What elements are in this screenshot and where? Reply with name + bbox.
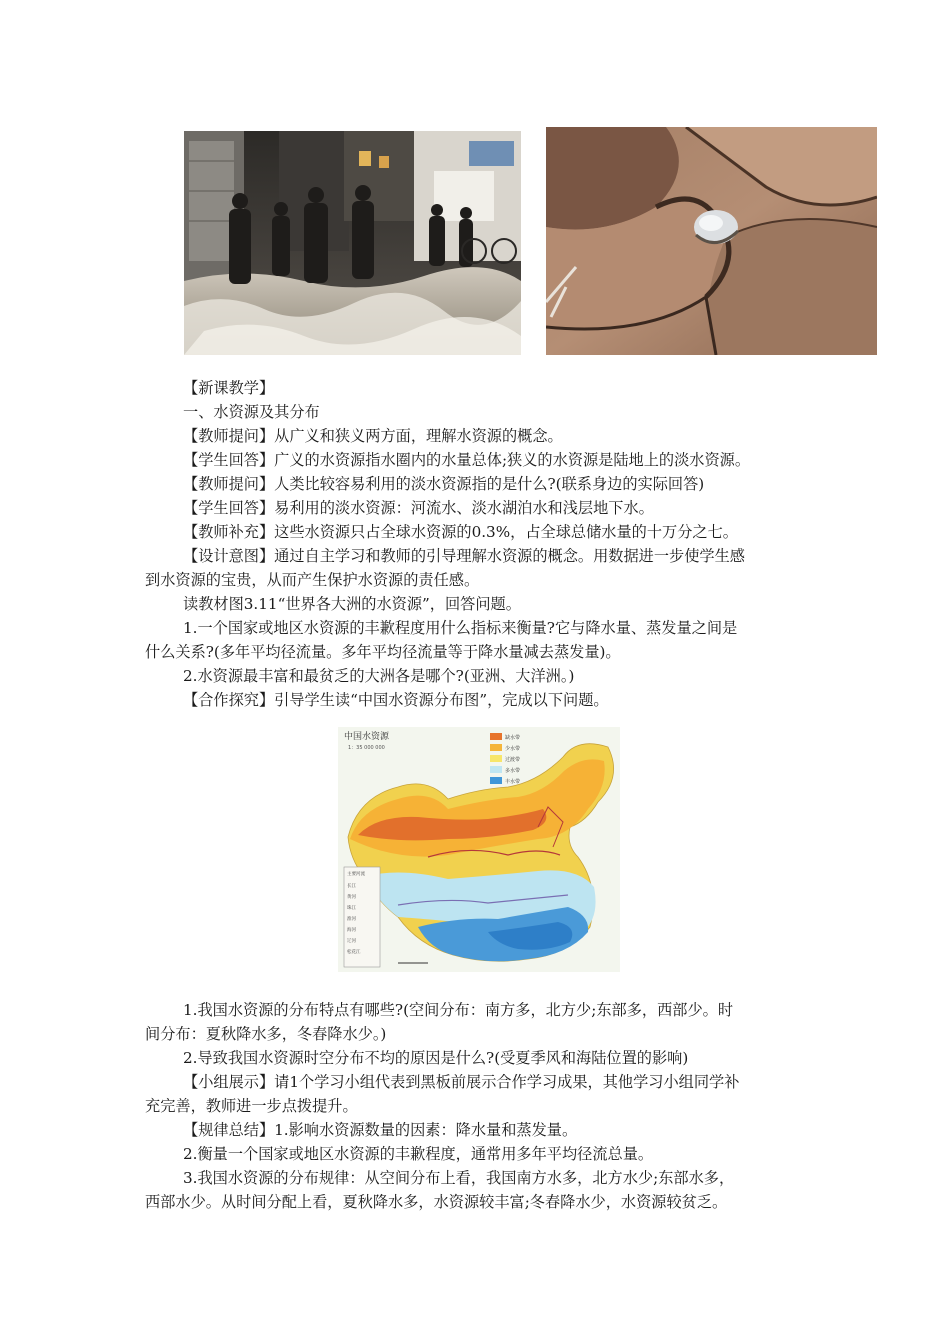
flood-street-photo <box>184 131 521 355</box>
side-box-title: 主要河流 <box>347 872 365 877</box>
paragraph-line: 【学生回答】易利用的淡水资源：河流水、淡水湖泊水和浅层地下水。 <box>183 499 654 517</box>
side-box-item: 海河 <box>347 928 356 933</box>
legend-label: 丰水带 <box>505 779 521 785</box>
paragraph-line: 【学生回答】广义的水资源指水圈内的水量总体;狭义的水资源是陆地上的淡水资源。 <box>183 451 751 469</box>
paragraph-line: 3.我国水资源的分布规律：从空间分布上看，我国南方水多，北方水少;东部水多， <box>183 1169 735 1187</box>
paragraph-line: 【教师提问】从广义和狭义两方面，理解水资源的概念。 <box>183 427 563 445</box>
paragraph-line: 充完善，教师进一步点拨提升。 <box>145 1097 358 1115</box>
side-box-item: 黄河 <box>347 895 356 900</box>
paragraph-line: 读教材图3.11“世界各大洲的水资源”，回答问题。 <box>183 595 521 613</box>
china-water-resources-map <box>338 727 620 972</box>
paragraph-line: 西部水少。从时间分配上看，夏秋降水多，水资源较丰富;冬春降水少，水资源较贫乏。 <box>145 1193 728 1211</box>
paragraph-line: 间分布：夏秋降水多，冬春降水少。) <box>145 1025 387 1043</box>
paragraph-line: 什么关系?(多年平均径流量。多年平均径流量等于降水量减去蒸发量)。 <box>145 643 621 661</box>
paragraph-line: 【规律总结】1.影响水资源数量的因素：降水量和蒸发量。 <box>183 1121 578 1139</box>
map-scale: 1：35 000 000 <box>348 745 385 751</box>
side-box-item: 松花江 <box>347 950 361 955</box>
map-title: 中国水资源 <box>344 732 390 742</box>
side-box-item: 辽河 <box>347 939 356 944</box>
side-box-item: 长江 <box>347 884 356 889</box>
paragraph-line: 【设计意图】通过自主学习和教师的引导理解水资源的概念。用数据进一步使学生感 <box>183 547 745 565</box>
drought-cracked-earth-photo <box>546 127 877 355</box>
lesson-text-section-1 <box>145 376 810 712</box>
subheading-water-resources: 一、水资源及其分布 <box>183 403 320 421</box>
heading-new-lesson: 【新课教学】 <box>183 379 275 397</box>
paragraph-line: 1.一个国家或地区水资源的丰歉程度用什么指标来衡量?它与降水量、蒸发量之间是 <box>183 619 738 637</box>
paragraph-line: 1.我国水资源的分布特点有哪些?(空间分布：南方多，北方少;东部多，西部少。时 <box>183 1001 734 1019</box>
side-box-item: 珠江 <box>347 906 356 911</box>
legend-label: 过渡带 <box>505 757 521 763</box>
paragraph-line: 【合作探究】引导学生读“中国水资源分布图”，完成以下问题。 <box>183 691 609 709</box>
legend-label: 缺水带 <box>505 735 521 741</box>
legend-label: 少水带 <box>505 746 521 752</box>
paragraph-line: 【教师提问】人类比较容易利用的淡水资源指的是什么?(联系身边的实际回答) <box>183 475 705 493</box>
side-box-item: 淮河 <box>347 917 356 922</box>
paragraph-line: 到水资源的宝贵，从而产生保护水资源的责任感。 <box>145 571 480 589</box>
paragraph-line: 2.衡量一个国家或地区水资源的丰歉程度，通常用多年平均径流总量。 <box>183 1145 654 1163</box>
paragraph-line: 【小组展示】请1个学习小组代表到黑板前展示合作学习成果，其他学习小组同学补 <box>183 1073 740 1091</box>
legend-label: 多水带 <box>505 768 521 774</box>
lesson-text-section-2 <box>145 998 810 1214</box>
paragraph-line: 【教师补充】这些水资源只占全球水资源的0.3%，占全球总储水量的十万分之七。 <box>183 523 738 541</box>
paragraph-line: 2.导致我国水资源时空分布不均的原因是什么?(受夏季风和海陆位置的影响) <box>183 1049 689 1067</box>
paragraph-line: 2.水资源最丰富和最贫乏的大洲各是哪个?(亚洲、大洋洲。) <box>183 667 575 685</box>
